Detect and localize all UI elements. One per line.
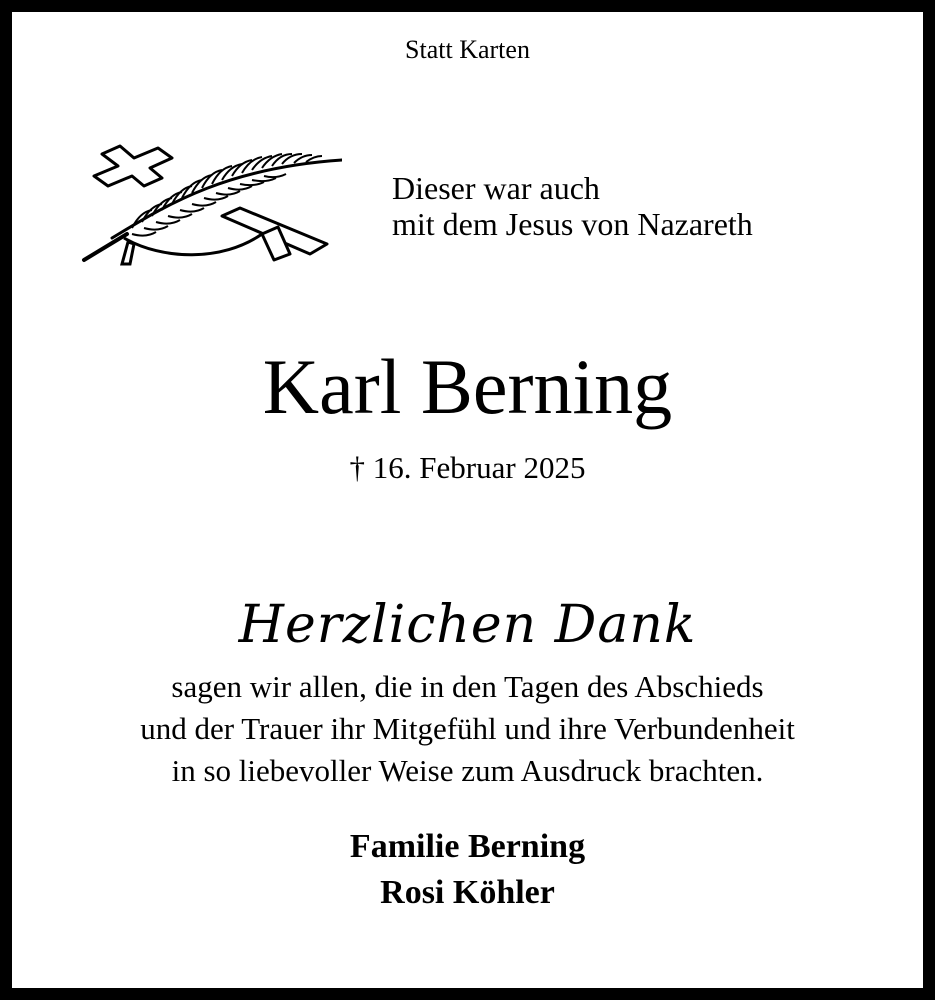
death-date: † 16. Februar 2025 [349,450,586,485]
signers [12,824,923,916]
deceased-name: Karl Berning [262,343,673,430]
cross-and-palm-frond-icon [72,138,342,268]
message-line: sagen wir allen, die in den Tagen des Abschieds [171,669,764,704]
verse-line: Dieser war auch [392,170,600,206]
message-line: und der Trauer ihr Mitgefühl und ihre Verbundenheit [140,711,795,746]
thanks-heading: Herzlichen Dank [238,595,697,655]
message-line: in so liebevoller Weise zum Ausdruck brachten. [171,753,764,788]
thanks-message [12,666,923,792]
signer-name: Rosi Köhler [380,874,555,911]
verse-quote [392,170,753,242]
verse-line: mit dem Jesus von Nazareth [392,206,753,242]
signer-name: Familie Berning [349,828,586,865]
header-text: Statt Karten [405,35,530,64]
obituary-notice [12,12,923,988]
